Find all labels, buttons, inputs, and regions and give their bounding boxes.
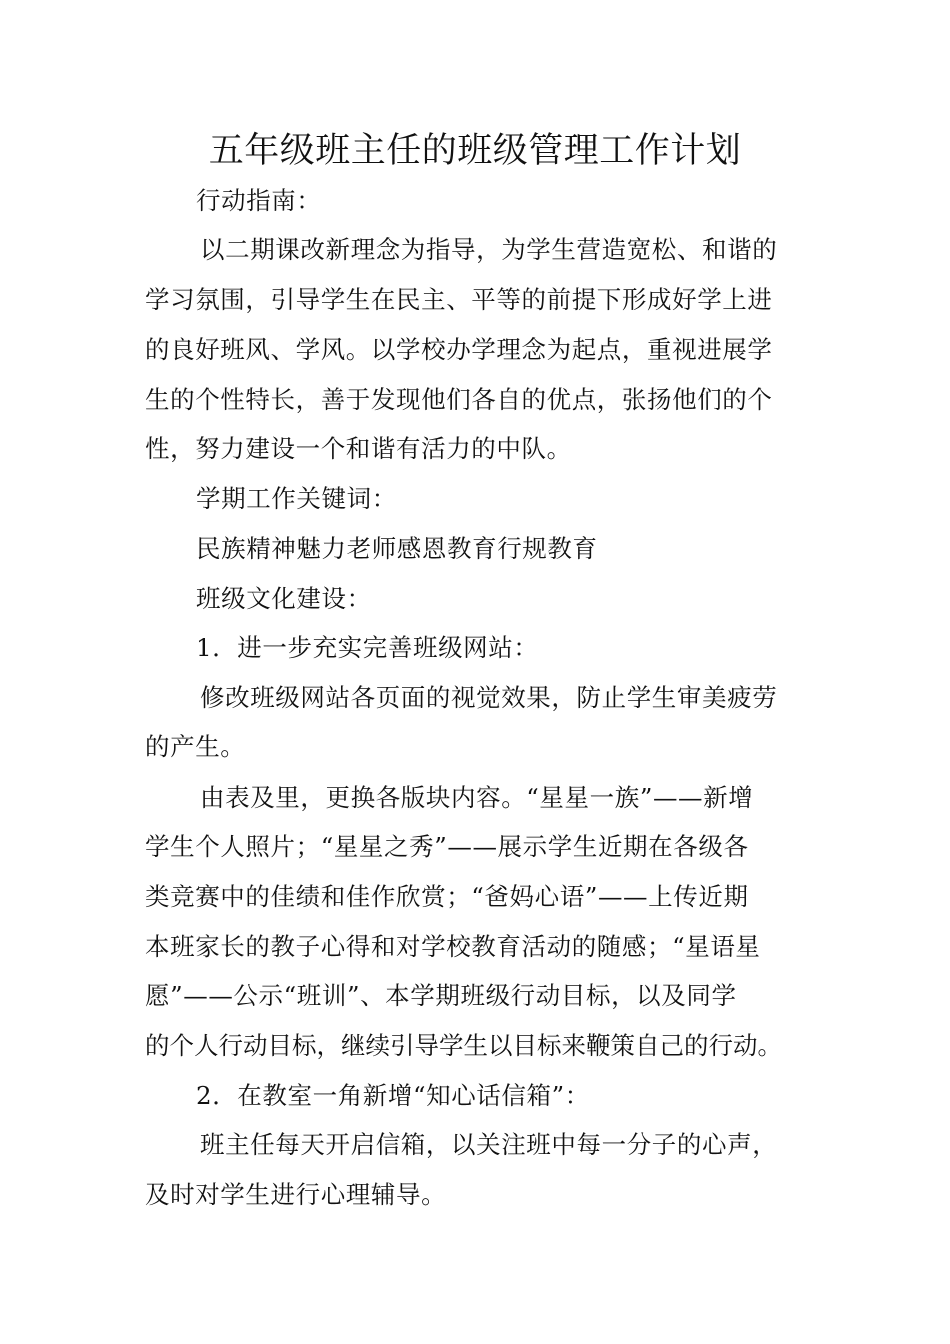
- paragraph-line: 班主任每天开启信箱，以关注班中每一分子的心声，: [200, 1130, 778, 1159]
- document-title: 五年级班主任的班级管理工作计划: [208, 131, 742, 171]
- paragraph-line: 性，努力建设一个和谐有活力的中队。: [145, 434, 572, 463]
- paragraph-line: 2．在教室一角新增“知心话信箱”：: [196, 1081, 590, 1110]
- paragraph-line: 愿”——公示“班训”、本学期班级行动目标，以及同学: [145, 981, 737, 1010]
- paragraph-line: 本班家长的教子心得和对学校教育活动的随感；“星语星: [145, 932, 761, 961]
- paragraph-line: 以二期课改新理念为指导，为学生营造宽松、和谐的: [200, 235, 778, 264]
- paragraph-line: 民族精神魅力老师感恩教育行规教育: [196, 534, 598, 563]
- paragraph-line: 学习氛围，引导学生在民主、平等的前提下形成好学上进: [145, 285, 773, 314]
- paragraph-line: 行动指南：: [196, 186, 322, 215]
- paragraph-line: 由表及里，更换各版块内容。“星星一族”——新增: [200, 783, 754, 812]
- paragraph-line: 修改班级网站各页面的视觉效果，防止学生审美疲劳: [200, 683, 778, 712]
- paragraph-line: 班级文化建设：: [196, 584, 372, 613]
- paragraph-line: 的良好班风、学风。以学校办学理念为起点，重视进展学: [145, 335, 773, 364]
- paragraph-line: 类竞赛中的佳绩和佳作欣赏；“爸妈心语”——上传近期: [145, 882, 749, 911]
- paragraph-line: 的产生。: [145, 732, 246, 761]
- paragraph-line: 生的个性特长，善于发现他们各自的优点，张扬他们的个: [145, 385, 773, 414]
- paragraph-line: 学期工作关键词：: [196, 484, 397, 513]
- paragraph-line: 学生个人照片；“星星之秀”——展示学生近期在各级各: [145, 832, 749, 861]
- paragraph-line: 及时对学生进行心理辅导。: [145, 1180, 447, 1209]
- paragraph-line: 1．进一步充实完善班级网站：: [196, 633, 539, 662]
- paragraph-line: 的个人行动目标，继续引导学生以目标来鞭策自己的行动。: [145, 1031, 782, 1060]
